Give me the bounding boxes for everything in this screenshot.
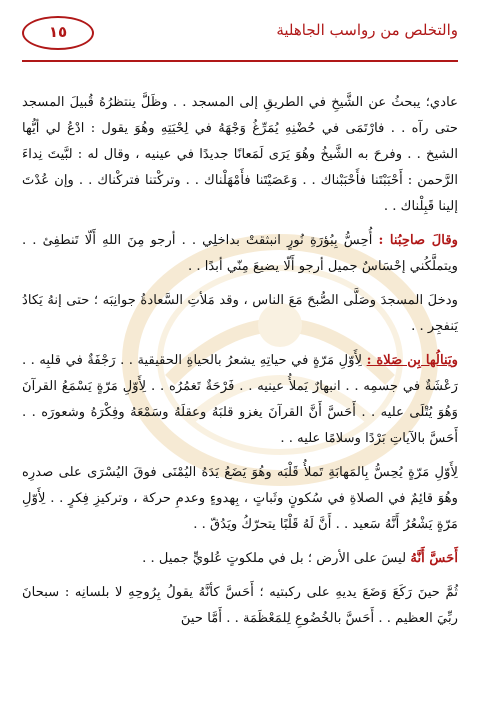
paragraph-text: لِأَوّلِ مَرّةٍ في حياتِهِ يشعرُ بالحياةِ الحقيقية . . رَجْفَةٌ في قلبِه . . رَعْشَةٌ في جسمِه . . انبهارٌ يَملأُ عينيه . . فَرْحَةٌ تَغمُرُه . . لِأَوّلِ مَرّةٍ يَسْمَعُ القرآنَ وَهُوَ يُتْلَى عليه . . أَحَسَّ أَنَّ القرآنَ يغزو قلبَهُ وعقلَهُ وسَمْعَهُ وفِكْرَهُ وشعورَه . . أَحَسَّ بالآياتِ بَرْدًا وسلامًا عليه . . (22, 353, 458, 446)
paragraph-text: لِأَوّلِ مَرّةٍ يُحِسُّ بِالمَهابَةِ تَملأُ قَلْبَه وهُوَ يَضَعُ يَدَهُ اليُمْنَى فوقَ اليُسْرَى على صدرِه وهُوَ قائِمٌ في الصلاةِ في سُكونٍ وثَباتٍ ، بِهدوءٍ وعدمِ حركة ، وتركيزِ فِكرٍ . . لِأَوّلِ مَرّةٍ يَشْعُرُ أَنَّهُ سَعيد . . أَنَّ لَهُ قَلْبًا يتحرّكُ ويَدُقّ . . (22, 465, 458, 532)
paragraph-text: ودخلَ المسجدَ وصَلَّى الصُّبحَ مَعَ الناس ، وقد مَلأتِ السَّعادةُ جوانِبَه ؛ حتى إنهُ يَكادُ يَنفجِر . . (22, 293, 458, 334)
paragraph (22, 546, 458, 572)
paragraph (22, 288, 458, 340)
running-title: والتخلص من رواسب الجاهلية (276, 21, 458, 39)
body-text (22, 90, 458, 640)
paragraph-text: ليسَ على الأرض ؛ بل في ملكوتٍ عُلويٍّ جميل . . (142, 551, 407, 566)
paragraph (22, 460, 458, 538)
paragraph-text: ثُمَّ حينَ رَكَعَ وَضَعَ يديهِ على ركبتيه ؛ أَحَسَّ كأنَّهُ يقولُ بِرُوحِهِ لا بلسانِه : سبحانَ ربِّيَ العظيم . . أَحَسَّ بالخُضُوعِ لِلمَعْظَمَة . . أَمَّا حينَ (22, 585, 458, 626)
paragraph (22, 90, 458, 220)
paragraph-lead: أَحَسَّ أَنَّهُ (410, 551, 458, 566)
paragraph-lead: ويَنالُها بِن صَلاة : (366, 353, 458, 368)
paragraph (22, 580, 458, 632)
paragraph (22, 348, 458, 452)
paragraph-lead: وقالَ صاحِبُنا : (378, 233, 458, 248)
paragraph (22, 228, 458, 280)
paragraph-text: عادي؛ يبحثُ عن الشَّيخِ في الطريقِ إلى المسجد . . وظَلَّ ينتظرُهُ قُبيلَ المسجد حتى رآه . . فارْتَمَى في حُضْنِهِ يُمَرِّغُ وَجْهَهُ في لِحْيَتِهِ وهُوَ يقول : ادْعُ لي أيُّها الشيخ . . وفرحَ به الشَّيخُ وهُوَ يَرَى لَمَعانًا جديدًا في عينيه ، وقال له : لبَّيتَ نِداءَ الرَّحمن : أَحْبَبْتَنا فأَحْبَبْناك . . وَعَصَيْتَنا فأَمْهَلْناك . . وتركْتنا فتركْناك . . وإن عُدْتَ إلينا قَبِلْناك . . (22, 95, 458, 214)
page-header (22, 10, 458, 76)
header-rule (22, 60, 458, 62)
page-number: ١٥ (22, 16, 94, 50)
paragraph-text: أُحِسُّ بِبُؤرَةِ نُورٍ انبثقتْ بداخلِي . . أرجو مِنَ اللهِ أَلّا تَنطفِئ . . ويتملَّكُني إحْسَاسٌ جميل أرجو أَلّا يضيعَ مِنّي أبدًا . . (22, 233, 458, 274)
